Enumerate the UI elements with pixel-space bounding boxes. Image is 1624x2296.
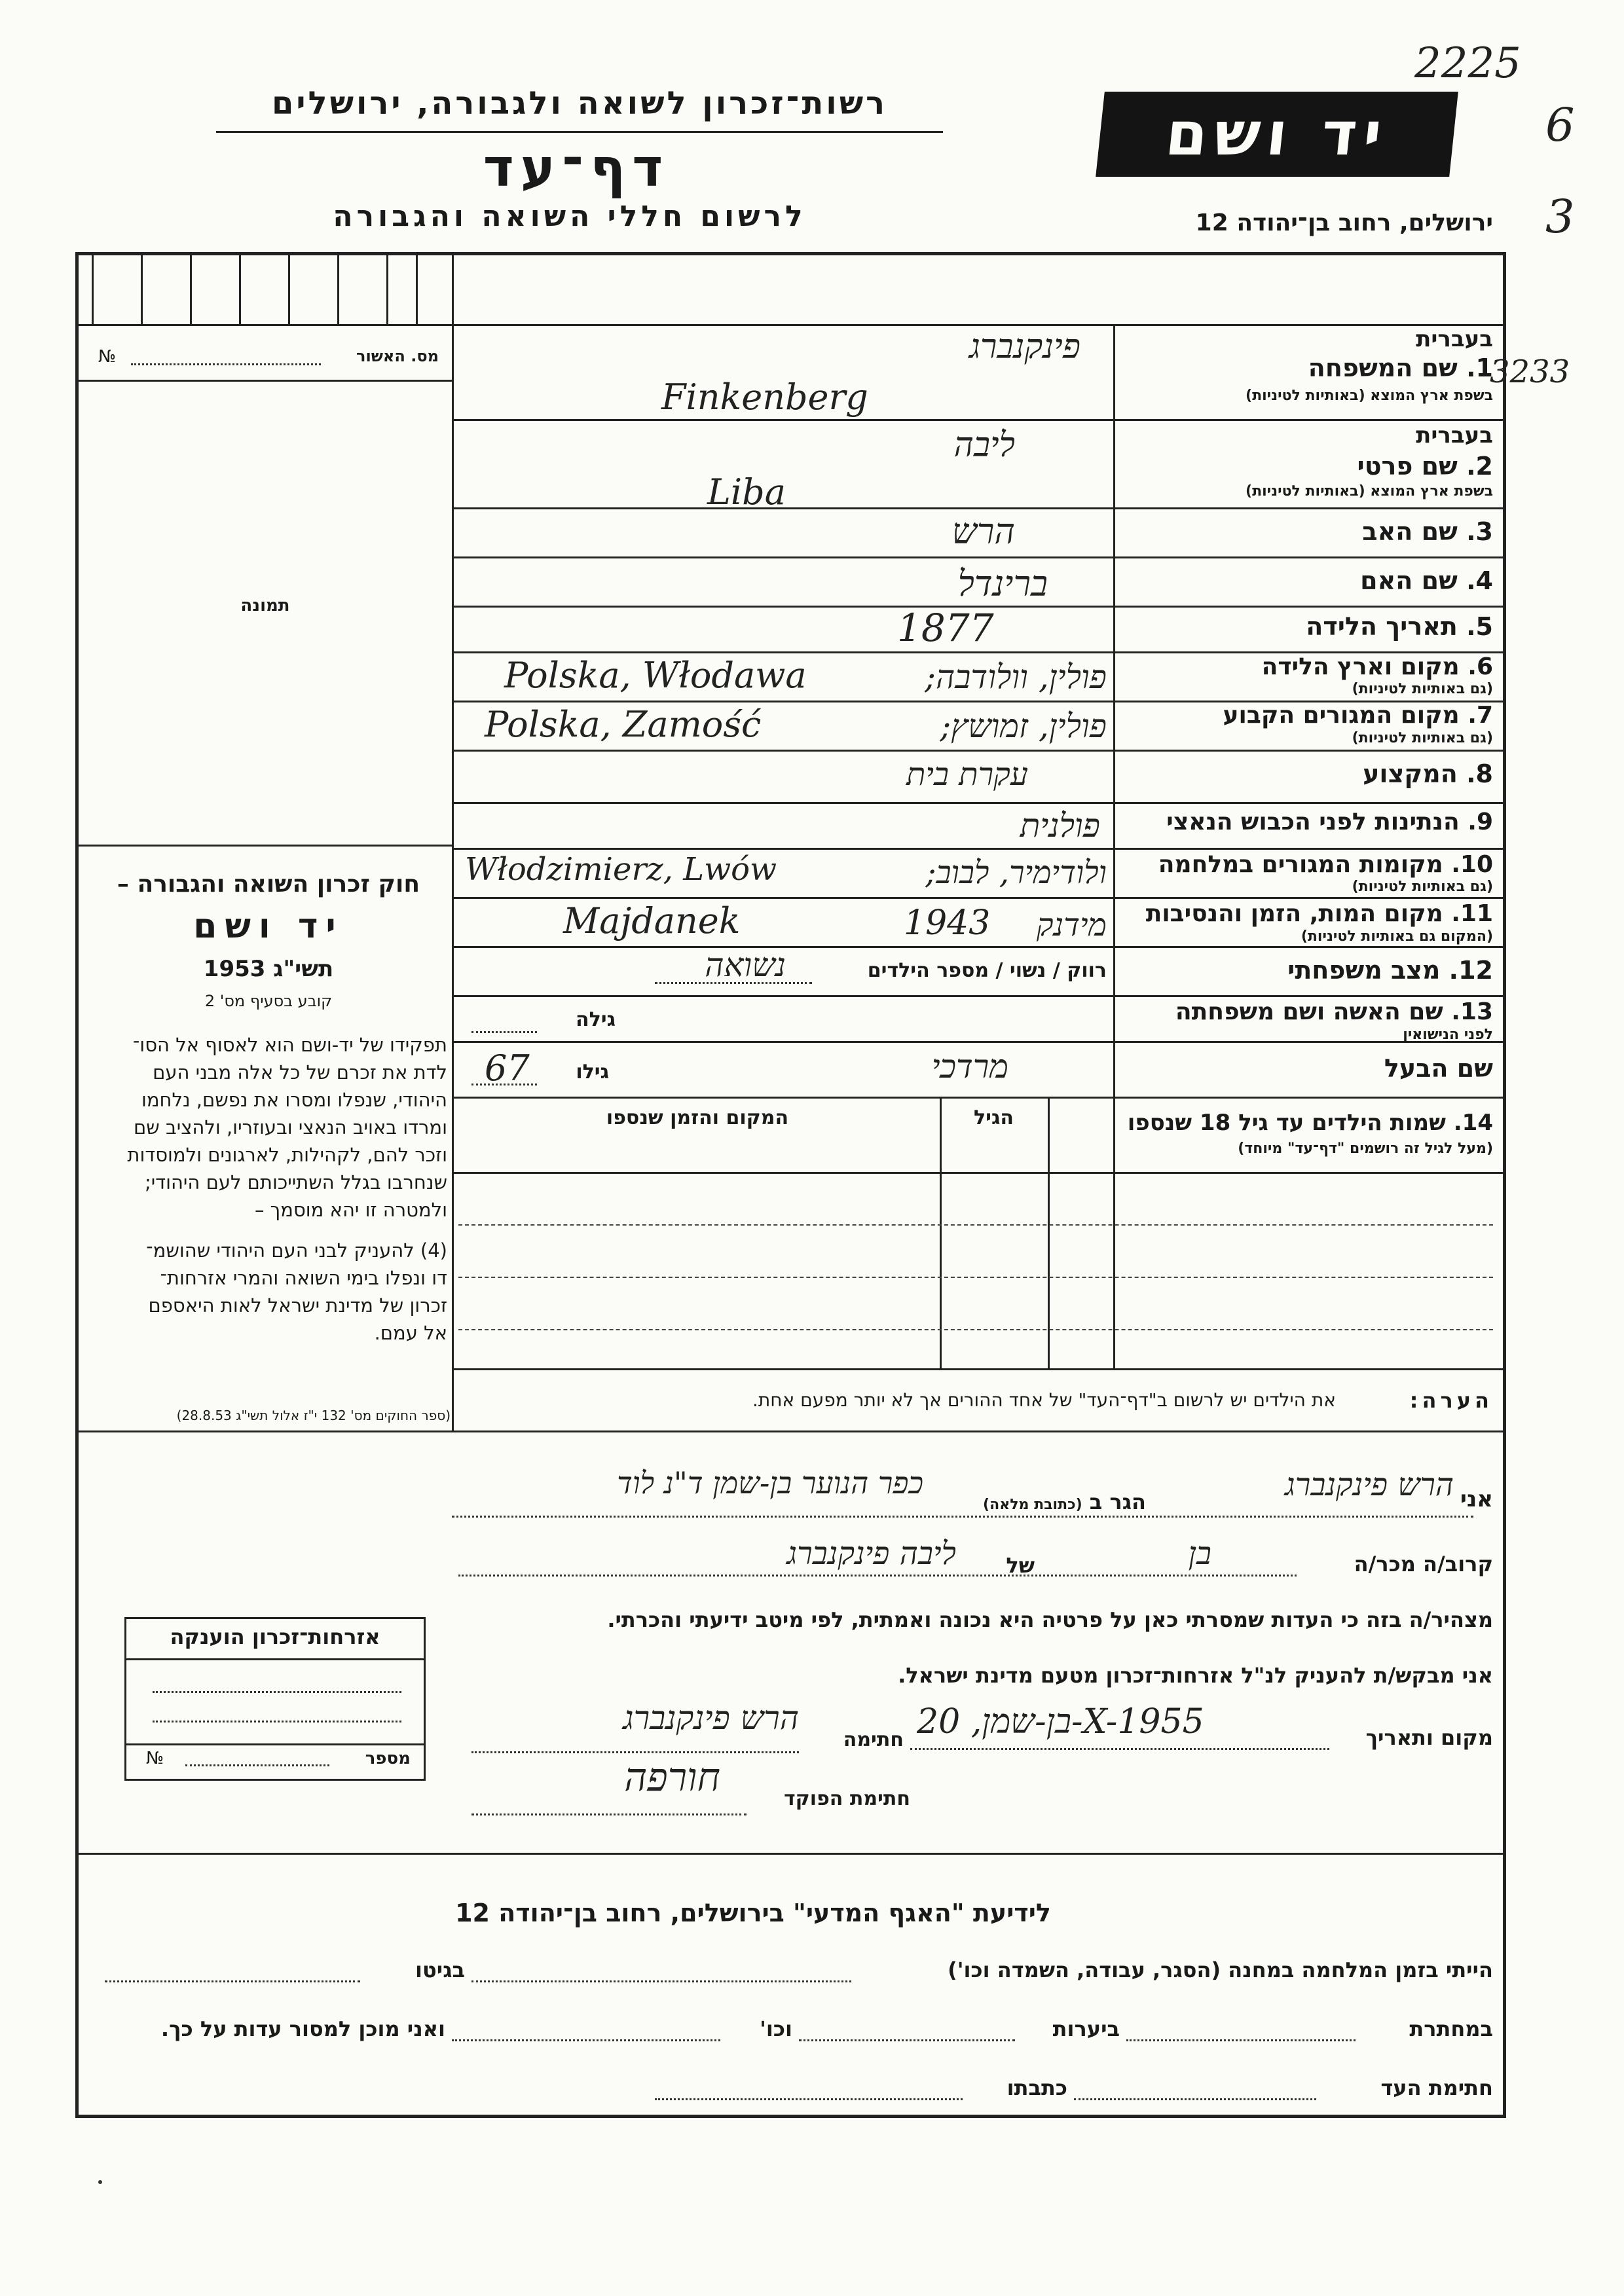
field-2-name: שם פרטי (1357, 452, 1458, 481)
husband-age-label: גילו (576, 1061, 609, 1084)
field-3-name: שם האב (1362, 517, 1458, 546)
field-3-number: 3. (1466, 517, 1493, 546)
field-11-label (1126, 900, 1493, 927)
photo-label: תמונה (240, 596, 290, 615)
field-13-number: 13. (1451, 998, 1493, 1025)
field-12-name: מצב משפחתי (1287, 956, 1441, 985)
signature-value: הרש פינקנברג (623, 1699, 799, 1737)
field-6-hint: (גם באותיות לטיניות) (1352, 681, 1493, 697)
law-line: וזכר להם, לקהילות, לארגונים ולמוסדות (127, 1144, 447, 1166)
relation-label: קרוב/ה מכר/ה (1354, 1552, 1493, 1576)
father-name: הרש (951, 511, 1015, 552)
field-1-hint-hebrew: בעברית (1416, 326, 1493, 352)
declarant-resides-label: הגר ב (כתובת מלאה) (983, 1489, 1146, 1514)
relation-value: בן (1188, 1535, 1211, 1572)
footer-ghetto-label: בגיטו (415, 1958, 465, 1982)
authority-name: רשות־זכרון לשואה ולגבורה, ירושלים (271, 85, 888, 122)
law-line: (4) להעניק לבני העם היהודי שהושמ־ (146, 1239, 447, 1262)
field-1-hint-latin: בשפת ארץ המוצא (באותיות לטיניות) (1246, 388, 1493, 404)
footer-testimony-label: ואני מוכן למסור עדות על כך. (160, 2016, 445, 2041)
field-10-name: מקומות המגורים במלחמה (1158, 851, 1443, 878)
field-2-number: 2. (1466, 452, 1493, 481)
field-1-number: 1. (1466, 354, 1493, 382)
footer-camp-label: הייתי בזמן המלחמה במחנה (הסגר, עבודה, השמדה וכו') (948, 1958, 1493, 1982)
field-9-number: 9. (1467, 809, 1493, 835)
citizenship-number-label: מספר (365, 1749, 411, 1768)
law-line: ומרדו באויב הנאצי ובעוזריו, ולהציב שם (133, 1116, 447, 1139)
footer-title: לידיעת "האגף המדעי" בירושלים, רחוב בן־יהודה 12 (455, 1899, 1051, 1927)
relation-of-label: של (1006, 1553, 1035, 1578)
field-4-name: שם האם (1360, 566, 1458, 595)
field-12-number: 12. (1449, 956, 1493, 985)
marital-status-value: נשואה (705, 946, 786, 984)
officer-signature: חורפה (624, 1755, 720, 1800)
logo-text: יד ושם (1162, 99, 1392, 169)
declarant-address: כפר הנוער בן-שמן ד"נ לוד (617, 1465, 923, 1501)
law-reference: (ספר החוקים מס' 132 י"ז אלול תשי"ג 28.8.53) (176, 1408, 451, 1423)
law-line: לדת את זכרם של כל אלה מבני העם (153, 1061, 447, 1084)
field-2-hint-latin: בשפת ארץ המוצא (באותיות לטיניות) (1246, 483, 1493, 500)
citizenship-number-symbol: № (146, 1749, 164, 1768)
footer-witness-signature-label: חתימת העד (1380, 2075, 1493, 2100)
law-line: דו ונפלו בימי השואה והמרי אזרחות־ (160, 1267, 447, 1289)
residence-hebrew: פולין, זמושץ; (940, 707, 1107, 745)
officer-signature-label: חתימת הפוקד (784, 1787, 910, 1810)
declarant-name: הרש פינקנברג (1284, 1467, 1454, 1503)
birth-date: 1877 (897, 606, 994, 650)
field-10-label (1126, 851, 1493, 878)
field-14-label (1058, 1110, 1493, 1136)
field-10-number: 10. (1451, 851, 1493, 878)
approval-number-symbol: № (98, 347, 117, 367)
footer-etc-label: וכו' (760, 2016, 792, 2041)
field-9-name: הנתינות לפני הכבוש הנאצי (1166, 809, 1460, 835)
approval-label: מס. האשור (356, 347, 439, 365)
death-place-hebrew: מידנק (1036, 907, 1107, 943)
field-5-label (1126, 612, 1493, 641)
citizenship-box-title: אזרחות־זכרון הוענקה (170, 1624, 380, 1649)
field-6-number: 6. (1467, 653, 1493, 680)
husband-age: 67 (485, 1048, 530, 1089)
place-date-label: מקום ותאריך (1365, 1725, 1493, 1750)
field-1-label (1126, 354, 1493, 382)
field-5-number: 5. (1466, 612, 1493, 641)
signature-label: חתימה (843, 1728, 904, 1751)
field-3-label (1126, 517, 1493, 546)
law-line: שנחרבו בגלל השתייכותם לעם היהודי; (144, 1171, 447, 1194)
relation-person-name: ליבה פינקנברג (786, 1535, 956, 1572)
children-age-header: הגיל (974, 1106, 1014, 1129)
field-13-name: שם האשה ושם משפחתה (1175, 998, 1443, 1025)
field-6-label (1126, 653, 1493, 680)
law-year: תשי"ג 1953 (203, 956, 334, 982)
document-number: 2225 (1414, 39, 1521, 88)
field-7-name: מקום המגורים הקבוע (1223, 702, 1460, 729)
field-13-hint: לפני הנישואין (1403, 1027, 1493, 1043)
wartime-residence-latin: Włodzimierz, Lwów (465, 851, 777, 888)
birth-place-hebrew: פולין, וולודבה; (925, 658, 1107, 696)
field-4-label (1126, 566, 1493, 595)
law-title: חוק זכרון השואה והגבורה – (117, 871, 420, 898)
law-line: ולמטרה זו יהא מוסמך – (254, 1199, 447, 1221)
mother-name: ברינדל (957, 563, 1048, 604)
footer-underground-label: במחתרת (1409, 2016, 1493, 2041)
declaration-statement: מצהיר/ה בזה כי העדות שמסרתי כאן על פרטיה היא נכונה ואמתית, לפי מיטב ידיעתי והכרתי. (607, 1607, 1493, 1632)
field-7-hint: (גם באותיות לטיניות) (1352, 730, 1493, 746)
field-14-number: 14. (1453, 1110, 1493, 1136)
note-text: את הילדים יש לרשום ב"דף־העד" של אחד ההורים אך לא יותר מפעם אחת. (752, 1389, 1336, 1411)
marital-status-sublabel: רווק / נשוי / מספר הילדים (867, 959, 1107, 982)
law-line: היהודי, שנפלו ומסרו את נפשם, נלחמו (141, 1089, 447, 1111)
yad-vashem-logo (1096, 92, 1458, 177)
note-label: הערה: (1409, 1388, 1493, 1413)
husband-name: מרדכי (931, 1048, 1008, 1085)
death-place-latin: Majdanek (563, 900, 741, 941)
children-place-header: המקום והזמן שנספו (606, 1106, 789, 1129)
nationality: פולנית (1020, 807, 1100, 845)
death-year: 1943 (904, 903, 991, 943)
field-13-label (1126, 998, 1493, 1025)
field-11-name: מקום המות, הזמן והנסיבות (1145, 900, 1443, 927)
field-7-number: 7. (1467, 702, 1493, 729)
husband-name-label: שם הבעל (1384, 1054, 1493, 1083)
header-address: ירושלים, רחוב בן־יהודה 12 (1195, 210, 1493, 236)
corner-number-1: 6 (1545, 98, 1575, 152)
field-14-hint: (מעל לגיל זה רושמים "דף־עד" מיוחד) (1238, 1140, 1493, 1157)
family-name-latin: Finkenberg (661, 376, 868, 418)
declaration-request: אני מבקש/ת להעניק לנ"ל אזרחות־זכרון מטעם מדינת ישראל. (898, 1663, 1493, 1688)
law-line: זכרון של מדינת ישראל לאות היאספם (148, 1294, 447, 1317)
field-5-name: תאריך הלידה (1306, 612, 1458, 641)
field-8-name: המקצוע (1363, 759, 1458, 788)
place-date-value: בן-שמן, 20-X-1955 (917, 1702, 1204, 1741)
field-1-name: שם המשפחה (1308, 354, 1458, 382)
wife-age-label: גילה (576, 1008, 616, 1031)
form-title: דף־עד (483, 137, 670, 198)
law-name: יד ושם (193, 907, 344, 946)
field-12-label (1126, 956, 1493, 985)
law-line: תפקידו של יד-ושם הוא לאסוף אל הסו־ (132, 1034, 447, 1056)
field-8-label (1126, 759, 1493, 788)
law-line: אל עמם. (374, 1322, 447, 1344)
field-4-number: 4. (1466, 566, 1493, 595)
form-subtitle: לרשום חללי השואה והגבורה (333, 200, 807, 233)
field-2-hint-hebrew: בעברית (1416, 422, 1493, 448)
field-14-name: שמות הילדים עד גיל 18 שנספו (1127, 1110, 1446, 1136)
field-11-hint: (המקום גם באותיות לטיניות) (1301, 928, 1493, 945)
birth-place-latin: Polska, Włodawa (504, 655, 807, 696)
law-text (84, 1031, 447, 1347)
field-10-hint: (גם באותיות לטיניות) (1352, 879, 1493, 895)
family-name-hebrew: פינקנברג (969, 327, 1080, 367)
declarant-prefix: אני (1460, 1486, 1493, 1512)
stray-mark (98, 2180, 102, 2184)
footer-forests-label: ביערות (1052, 2016, 1120, 2041)
margin-number: 3233 (1490, 354, 1570, 390)
occupation: עקרת בית (906, 756, 1028, 793)
law-section: קובע בסעיף מס' 2 (204, 992, 333, 1010)
field-6-name: מקום וארץ הלידה (1261, 653, 1460, 680)
corner-number-2: 3 (1545, 190, 1575, 244)
first-name-hebrew: ליבה (953, 426, 1015, 465)
field-8-number: 8. (1466, 759, 1493, 788)
wartime-residence-hebrew: ולודימיר, לבוב; (925, 854, 1107, 891)
footer-address-label: כתבתו (1006, 2075, 1067, 2100)
field-7-label (1126, 702, 1493, 729)
citizenship-box (124, 1617, 426, 1781)
field-2-label (1126, 452, 1493, 481)
residence-latin: Polska, Zamość (485, 704, 762, 745)
field-9-label (1126, 809, 1493, 835)
first-name-latin: Liba (707, 471, 786, 513)
field-11-number: 11. (1451, 900, 1493, 927)
